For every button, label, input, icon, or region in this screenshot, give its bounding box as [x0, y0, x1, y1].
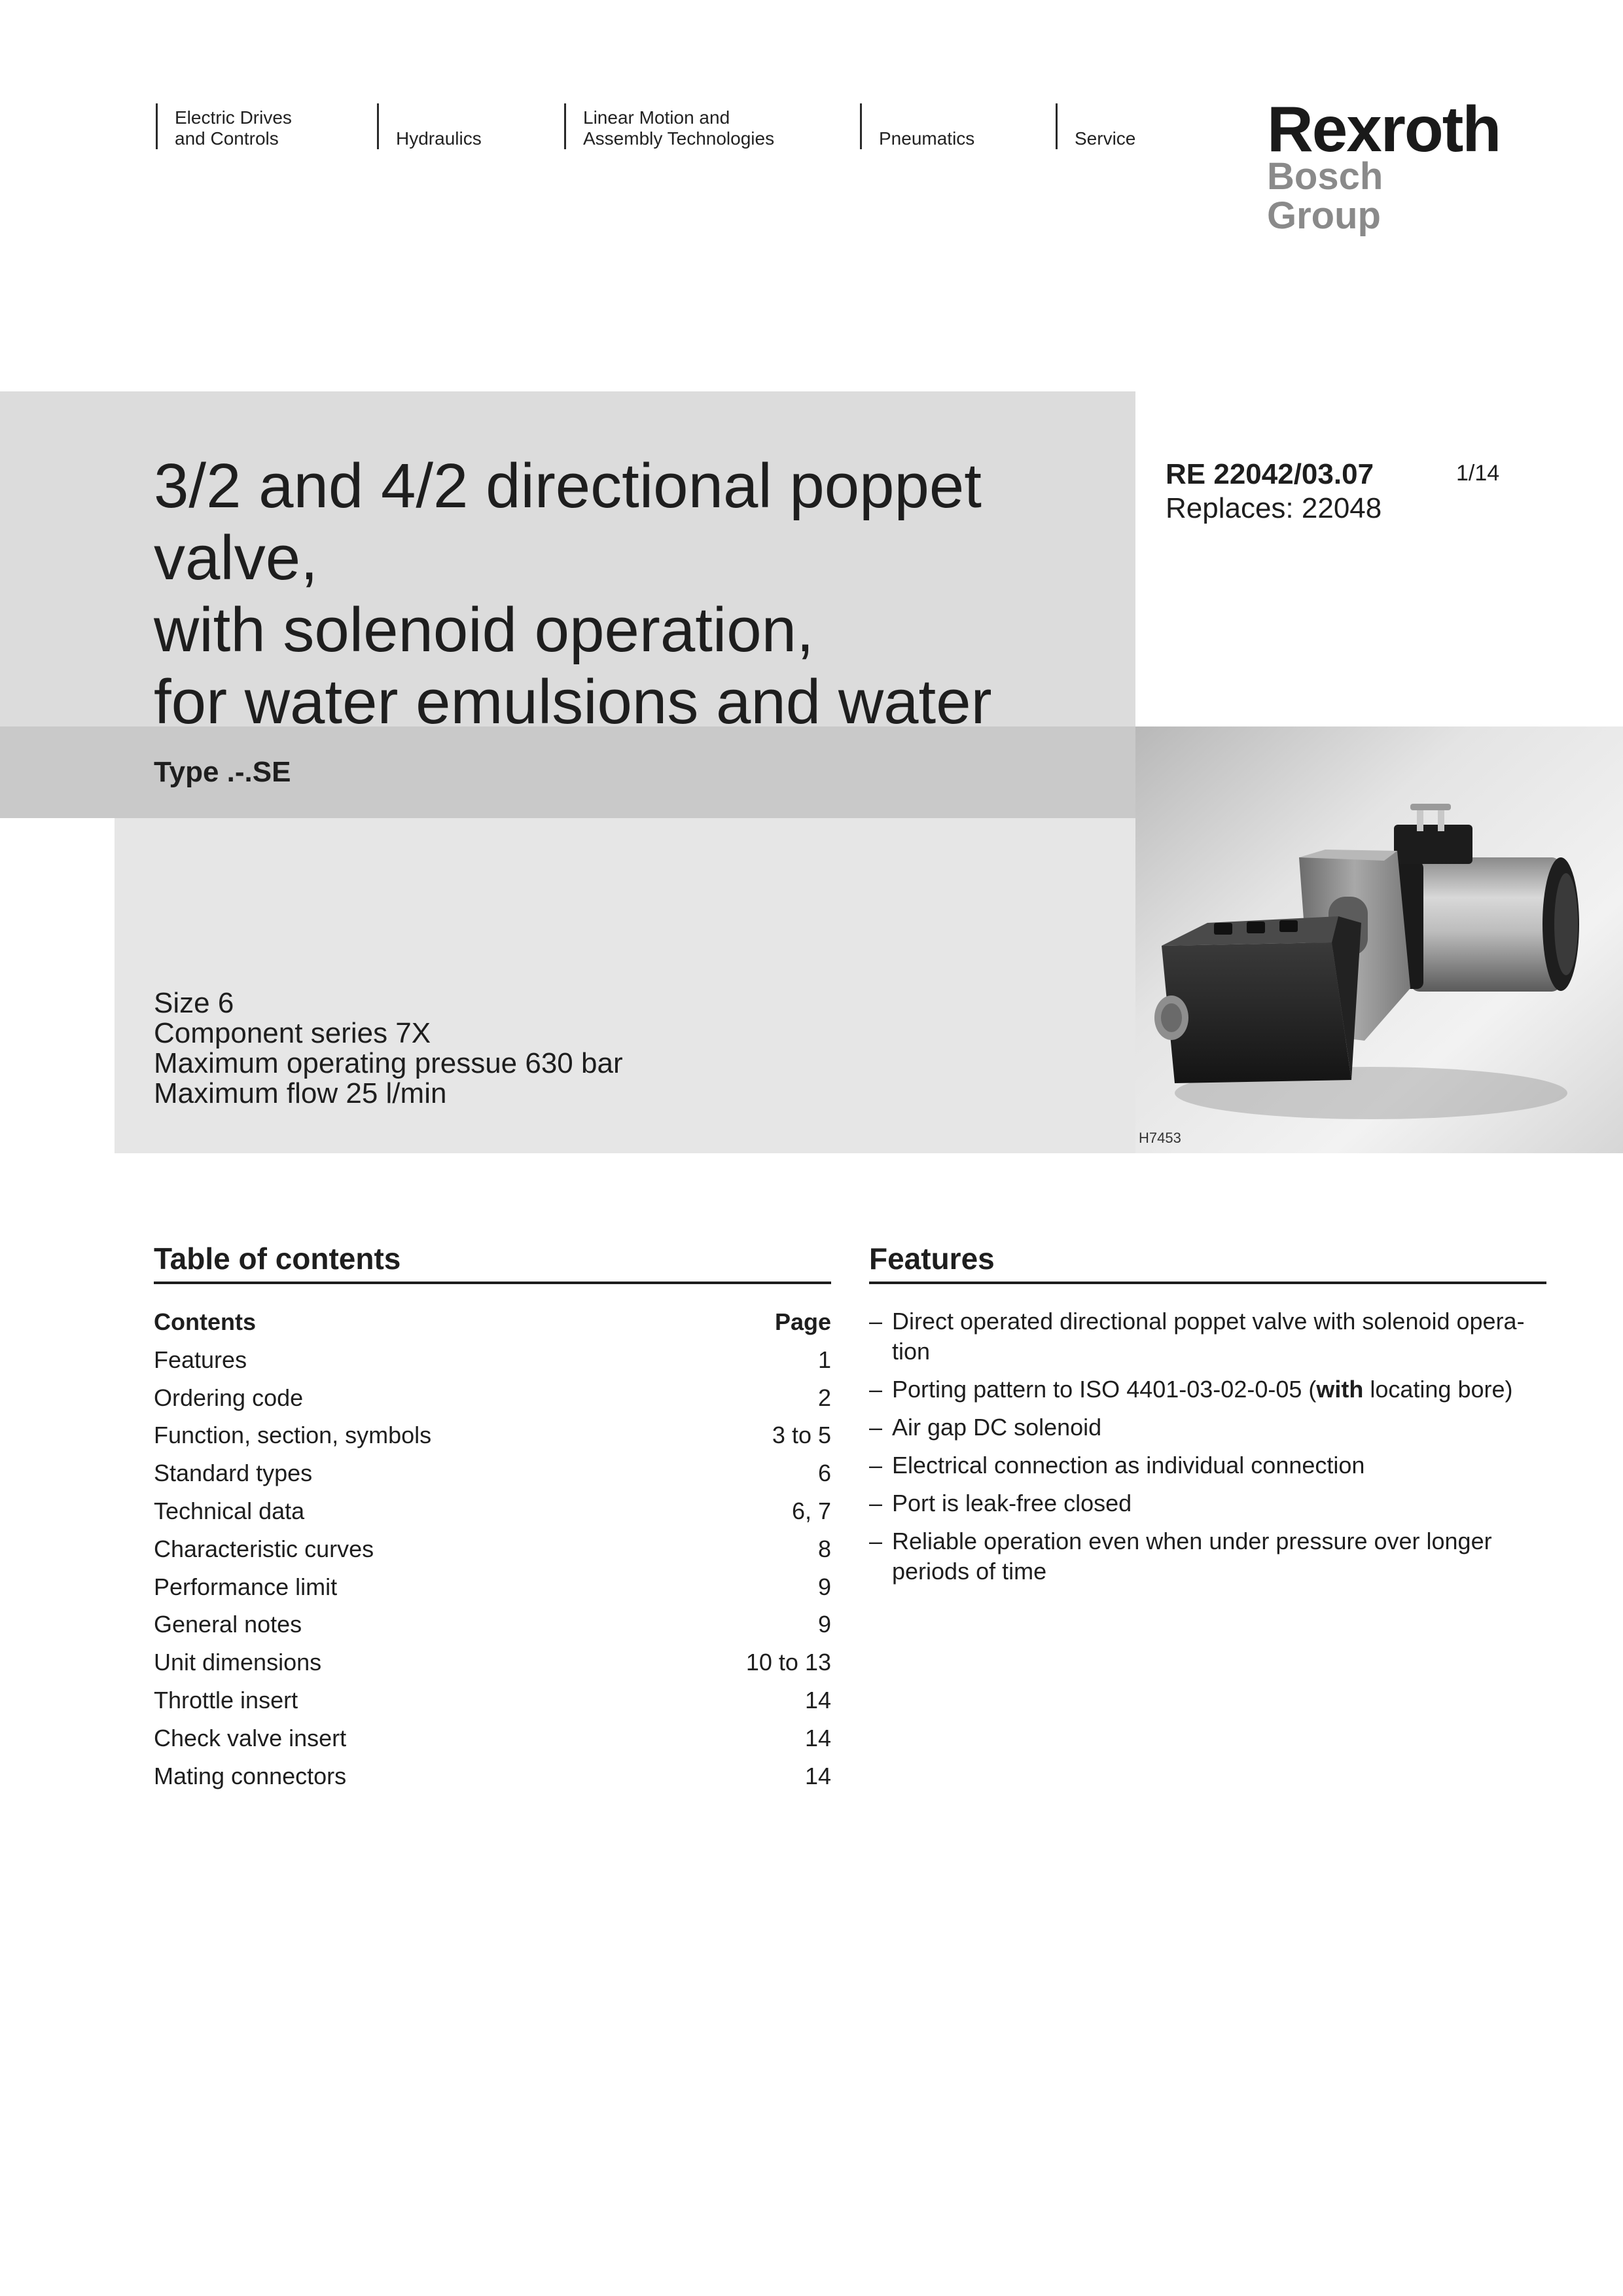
toc-row[interactable] — [154, 1647, 831, 1685]
toc-label: Function, section, symbols — [154, 1422, 432, 1449]
page-title — [154, 450, 1122, 738]
toc-col-contents: Contents — [154, 1308, 256, 1335]
toc-page: 14 — [804, 1724, 831, 1751]
toc-row[interactable] — [154, 1344, 831, 1382]
features-rule — [869, 1282, 1546, 1284]
title-line: 3/2 and 4/2 directional poppet valve, — [154, 451, 982, 593]
toc-page: 10 to 13 — [745, 1649, 831, 1676]
features-list — [869, 1306, 1550, 1594]
dash-bullet: – — [869, 1490, 883, 1516]
toc-label: Characteristic curves — [154, 1535, 374, 1562]
product-photo — [1135, 726, 1623, 1153]
page-number: 1/14 — [1456, 461, 1500, 486]
toc-row[interactable] — [154, 1723, 831, 1761]
photo-code: H7453 — [1139, 1130, 1181, 1146]
title-line: for water emulsions and water — [154, 667, 992, 737]
nav-service[interactable] — [1056, 103, 1136, 149]
toc-header-row — [154, 1306, 831, 1344]
title-line: with solenoid operation, — [154, 595, 814, 665]
toc-label: Throttle insert — [154, 1686, 298, 1713]
toc-label: General notes — [154, 1611, 302, 1638]
dash-bullet: – — [869, 1452, 883, 1479]
toc-row[interactable] — [154, 1496, 831, 1534]
feature-item: – Direct operated directional poppet valve with solenoid opera-tion — [869, 1308, 1525, 1365]
features-heading: Features — [869, 1242, 995, 1276]
type-label: Type .-.SE — [154, 756, 291, 788]
toc-page: 1 — [817, 1346, 831, 1373]
toc-label: Ordering code — [154, 1384, 304, 1411]
dash-bullet: – — [869, 1308, 883, 1335]
feature-item: – Electrical connection as individual connection — [869, 1450, 1550, 1480]
toc-col-page: Page — [774, 1308, 831, 1335]
logo-brand: Rexroth — [1267, 93, 1501, 165]
nav-label-line: Electric Drives — [175, 107, 292, 128]
dash-bullet: – — [869, 1414, 883, 1441]
toc-page: 14 — [804, 1762, 831, 1789]
toc-row[interactable] — [154, 1685, 831, 1723]
nav-hydraulics[interactable] — [377, 103, 482, 149]
feature-item: – Air gap DC solenoid — [869, 1412, 1550, 1443]
dash-bullet: – — [869, 1528, 883, 1554]
toc-rule — [154, 1282, 831, 1284]
logo-group: Bosch Group — [1267, 155, 1383, 237]
feature-item: – Port is leak-free closed — [869, 1488, 1550, 1518]
nav-label: Pneumatics — [879, 128, 975, 149]
toc-label: Technical data — [154, 1497, 305, 1524]
nav-label: Service — [1075, 128, 1136, 149]
toc-page: 2 — [817, 1384, 831, 1411]
feature-item: – Porting pattern to ISO 4401-03-02-0-05 (with locating bore) — [869, 1374, 1550, 1405]
dash-bullet: – — [869, 1376, 883, 1403]
toc-page: 3 to 5 — [772, 1422, 831, 1449]
spec-line: Maximum operating pressue 630 bar — [154, 1047, 623, 1079]
toc-page: 8 — [817, 1535, 831, 1562]
spec-line: Component series 7X — [154, 1017, 431, 1049]
toc-label: Performance limit — [154, 1573, 338, 1600]
toc-row[interactable] — [154, 1382, 831, 1420]
feature-item: – Reliable operation even when under pressure over longer periods of time — [869, 1528, 1492, 1585]
toc-page: 6 — [817, 1460, 831, 1487]
nav-label-line: Linear Motion and — [583, 107, 730, 128]
nav-label-line: and Controls — [175, 128, 279, 149]
toc-label: Check valve insert — [154, 1724, 347, 1751]
toc-heading: Table of contents — [154, 1242, 401, 1276]
toc-page: 9 — [817, 1573, 831, 1600]
nav-pneumatics[interactable] — [860, 103, 975, 149]
nav-label-line: Assembly Technologies — [583, 128, 775, 149]
toc-label: Unit dimensions — [154, 1649, 322, 1676]
toc-row[interactable] — [154, 1534, 831, 1571]
nav-linear-motion[interactable] — [564, 103, 775, 149]
toc-page: 14 — [804, 1686, 831, 1713]
nav-label: Hydraulics — [396, 128, 482, 149]
spec-list — [154, 988, 623, 1109]
replaces-note: Replaces: 22048 — [1166, 492, 1382, 524]
toc-page: 9 — [817, 1611, 831, 1638]
toc-row[interactable] — [154, 1571, 831, 1609]
toc-row[interactable] — [154, 1458, 831, 1496]
toc-table — [154, 1306, 831, 1798]
plug-screw — [1154, 996, 1188, 1040]
toc-row[interactable] — [154, 1609, 831, 1647]
nav-electric-drives[interactable] — [156, 103, 292, 149]
document-id: RE 22042/03.07 — [1166, 458, 1374, 490]
toc-page: 6, 7 — [791, 1497, 831, 1524]
solenoid-coil — [1397, 857, 1579, 992]
spec-line: Maximum flow 25 l/min — [154, 1077, 447, 1109]
valve-base-block — [1162, 916, 1361, 1083]
spec-line: Size 6 — [154, 987, 234, 1019]
toc-label: Standard types — [154, 1460, 313, 1487]
valve-illustration — [1135, 726, 1623, 1153]
toc-row[interactable] — [154, 1420, 831, 1458]
toc-row[interactable] — [154, 1761, 831, 1799]
toc-label: Features — [154, 1346, 247, 1373]
rexroth-logo — [1267, 93, 1503, 237]
toc-label: Mating connectors — [154, 1762, 347, 1789]
